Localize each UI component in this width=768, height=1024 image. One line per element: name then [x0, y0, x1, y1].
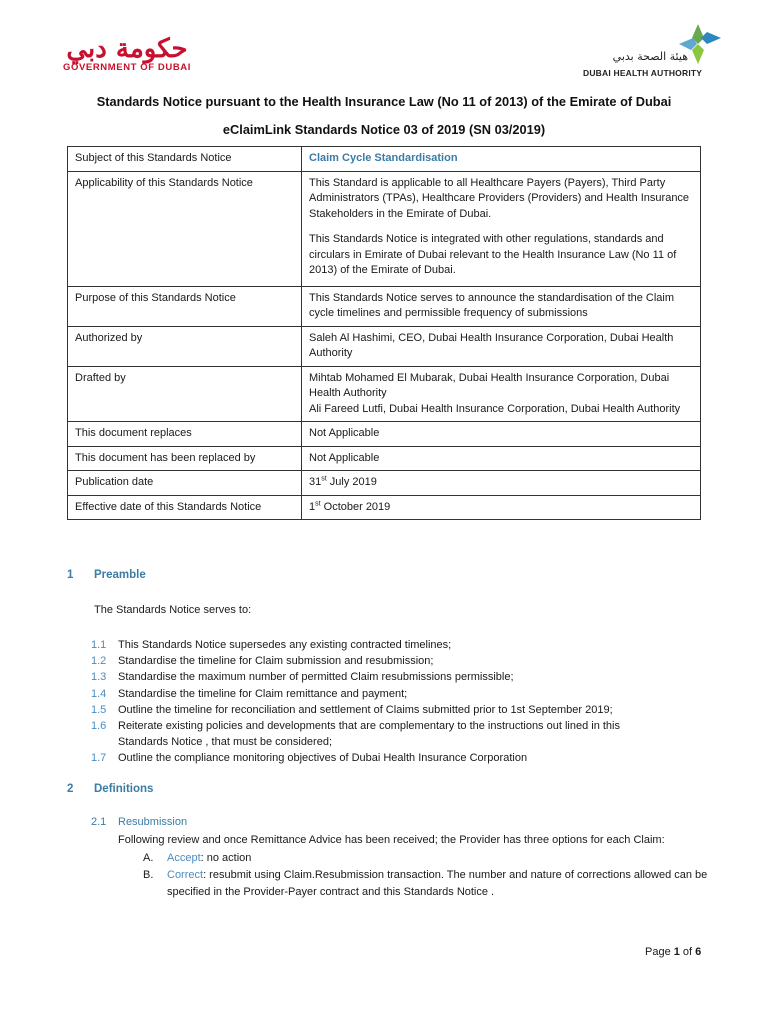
effective-date-value: 1st October 2019	[302, 495, 701, 520]
drafter-name: Ali Fareed Lutfi, Dubai Health Insurance Corporation, Dubai Health Authority	[309, 402, 681, 415]
purpose-value: This Standards Notice serves to announce the standardisation of the Claim cycle timelines and permissible frequency of submissions	[302, 286, 701, 326]
publication-date-value: 31st July 2019	[302, 471, 701, 496]
list-item: 1.2 Standardise the timeline for Claim submission and resubmission;	[91, 655, 434, 668]
page-number: Page 1 of 6	[645, 946, 702, 958]
replaces-value: Not Applicable	[302, 422, 701, 447]
table-key: Subject of this Standards Notice	[68, 147, 302, 172]
applicability-value	[302, 171, 701, 286]
dha-logo-text: DUBAI HEALTH AUTHORITY	[583, 68, 703, 78]
page-header	[0, 0, 768, 90]
table-row	[68, 171, 701, 286]
dha-logo-arabic: هيئة الصحة بدبي	[612, 50, 688, 63]
drafter-name: Mihtab Mohamed El Mubarak, Dubai Health Insurance Corporation, Dubai Health Authority	[309, 371, 670, 399]
dubai-health-authority-logo	[583, 24, 723, 78]
table-key: Publication date	[68, 471, 302, 496]
preamble-intro: The Standards Notice serves to:	[94, 604, 252, 616]
table-key: Purpose of this Standards Notice	[68, 286, 302, 326]
table-key: Drafted by	[68, 366, 302, 422]
table-key: Effective date of this Standards Notice	[68, 495, 302, 520]
subject-value: Claim Cycle Standardisation	[302, 147, 701, 172]
list-item: 1.3 Standardise the maximum number of permitted Claim resubmissions permissible;	[91, 671, 514, 684]
resubmission-intro: Following review and once Remittance Advice has been received; the Provider has three options for each Claim:	[118, 834, 665, 846]
table-row	[68, 446, 701, 471]
table-row	[68, 471, 701, 496]
applicability-paragraph: This Standards Notice is integrated with other regulations, standards and circulars in Emirate of Dubai relevant to the Health Insurance Law (No 11 of 2013) of the Emirate of Dubai.	[309, 233, 677, 276]
authorized-value: Saleh Al Hashimi, CEO, Dubai Health Insurance Corporation, Dubai Health Authority	[302, 326, 701, 366]
list-item: 1.7 Outline the compliance monitoring objectives of Dubai Health Insurance Corporation	[91, 752, 528, 765]
table-row	[68, 326, 701, 366]
table-row	[68, 422, 701, 447]
section-heading-definitions: 2 Definitions	[67, 783, 154, 795]
drafted-value	[302, 366, 701, 422]
subsection-heading-resubmission: 2.1 Resubmission	[91, 816, 188, 828]
dubai-logo-arabic: حكومة دبي	[66, 34, 188, 64]
table-row	[68, 366, 701, 422]
document-title: Standards Notice pursuant to the Health Insurance Law (No 11 of 2013) of the Emirate of Dubai	[96, 94, 672, 109]
resubmission-options	[143, 850, 713, 901]
replaced-by-value: Not Applicable	[302, 446, 701, 471]
dubai-logo-text: GOVERNMENT OF DUBAI	[62, 62, 192, 73]
applicability-paragraph: This Standard is applicable to all Healthcare Payers (Payers), Third Party Administrators (TPAs), Healthcare Providers (Providers) and Health Insurance Stakeholders in the Emirate of Dubai.	[309, 176, 690, 220]
table-row	[68, 147, 701, 172]
list-item: B. Correct: resubmit using Claim.Resubmission transaction. The number and nature of corrections allowed can be specified in the Provider-Payer contract and this Standards Notice .	[143, 869, 708, 898]
government-of-dubai-logo	[62, 34, 192, 73]
list-item: 1.5 Outline the timeline for reconciliation and settlement of Claims submitted prior to 1st September 2019;	[91, 703, 613, 716]
table-key: Authorized by	[68, 326, 302, 366]
list-item: 1.4 Standardise the timeline for Claim remittance and payment;	[91, 687, 408, 700]
table-key: Applicability of this Standards Notice	[68, 171, 302, 286]
list-item: 1.6 Reiterate existing policies and developments that are complementary to the instructions out lined in this Standards Notice , that must be considered;	[91, 720, 620, 749]
list-item: 1.1 This Standards Notice supersedes any existing contracted timelines;	[91, 639, 452, 651]
table-row	[68, 495, 701, 520]
table-key: This document replaces	[68, 422, 302, 447]
list-item: A. Accept: no action	[143, 852, 252, 864]
table-key: This document has been replaced by	[68, 446, 302, 471]
table-row	[68, 286, 701, 326]
preamble-list	[91, 637, 711, 767]
document-subtitle: eClaimLink Standards Notice 03 of 2019 (SN 03/2019)	[222, 122, 546, 137]
notice-info-table	[67, 146, 701, 520]
section-heading-preamble: 1 Preamble	[67, 569, 146, 581]
